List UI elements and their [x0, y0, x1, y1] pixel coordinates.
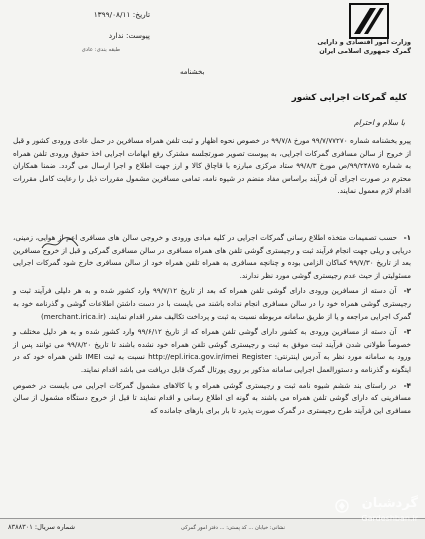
watermark-icon [334, 498, 350, 514]
document-type: بخشنامه [180, 68, 205, 76]
intro-paragraph: پیرو بخشنامه شماره ۹۹/۷/۷۷۲۷۰ مورخ ۹۹/۷/۸ در خصوص نحوه اظهار و ثبت تلفن همراه مسافرین در حمل عادی ورودی کشور و قبل از خروج از سالن مسافری گمرکات اجرایی، به پیوست تصویر صورتجلسه مشترک رفع ابهامات اجرایی اخذ حقوق ورودی تلفن همراه به شماره ۹۹/۲۴۸۷۵/ص مورخ ۹۹/۸/۳ ستاد مرکزی مبارزه با قاچاق کالا و ارز جهت اطلاع و اجرا ارسال می گردد. ضمنا همکاران محترم در صورت اجرای آن فرآیند براساس مفاد منضم در شیوه نامه، تمامی مسافرین مشمول مقررات ذیل را رعایت کامل مقررات اقدام لازم معمول نمایند. [13, 136, 412, 196]
handwritten-mark [40, 236, 80, 256]
footer-note: نشانی: خیابان ... کد پستی: ... دفتر امور گمرکی [180, 525, 285, 531]
list-item [13, 285, 411, 323]
item-number: ۴- [403, 380, 411, 390]
classification-field: طبقه بندی: عادی [81, 47, 120, 53]
date-field: تاریخ: ۱۳۹۹/۰۸/۱۱ [93, 10, 150, 19]
watermark-en: Gardeshban.ir [361, 514, 418, 523]
item-text: آن دسته از مسافرین ورودی دارای گوشی تلفن همراه که بعد از تاریخ ۹۹/۷/۱۲ وارد کشور شده و به هر دلیلی فرآیند ثبت و رجیستری گوشی همراه خود را در سالن مسافری انجام نداده باشند می بایست با در دست داشتن اطلاعات گوشی و گذرنامه خود به گمرک اجرایی مراجعه و یا از طریق سامانه مربوطه نسبت به ثبت و پرداخت تکالیف مقرر اقدام نمایند. (merchant.irica.ir) [13, 286, 411, 321]
organization-name [301, 38, 411, 56]
instruction-list [13, 232, 411, 420]
greeting-line: با سلام و احترام [353, 118, 405, 127]
item-number: ۲- [403, 286, 411, 296]
customs-logo [346, 2, 392, 42]
list-item [13, 326, 411, 376]
item-text: در راستای بند ششم شیوه نامه ثبت و رجیستری گوشی همراه و یا کالاهای مشمول گمرکات اجرایی می بایست در خصوص مسافرینی که دارای گوشی تلفن همراه می باشند به گونه ای اطلاع رسانی و اقدام نمایند تا قبل از خروج دستگاه مشمول از سالن مسافری این فرآیند طرح رجیستری در گمرک صورت پذیرد تا بار برای بارهای جامانده که [13, 380, 411, 415]
recipient-title: کلیه گمرکات اجرایی کشور [291, 93, 407, 103]
site-watermark [332, 496, 422, 536]
org-line: گمرک جمهوری اسلامی ایران [319, 47, 411, 55]
list-item [13, 380, 411, 418]
org-line: وزارت امور اقتصادی و دارایی [317, 38, 411, 46]
item-number: ۳- [403, 327, 411, 337]
item-number: ۱- [403, 233, 411, 242]
serial-number: شماره سریال: ۸۳۸۸۳۰۱ [8, 523, 75, 531]
watermark-fa: گردشبان [361, 496, 418, 511]
item-text: حسب تصمیمات متخذه اطلاع رسانی گمرکات اجرایی در کلیه مبادی ورودی و خروجی سالن های مسافری اعم از هوایی، زمینی، دریایی و ریلی جهت انجام فرآیند ثبت و رجیستری گوشی تلفن های همراه مسافری در سالن مسافری گمرکی و قبل از خروج مسافرین بعد از تاریخ ۹۹/۷/۳۰ کماکان الزامی بوده و چنانچه مسافری به همراه تلفن همراه خود از سالن مسافری خارج شود گمرکات اجرایی مسئولیتی از حیث عدم رجیستری گوشی مورد نظر ندارند. [13, 233, 411, 280]
attachment-field: پیوست: ندارد [108, 31, 150, 40]
item-text: آن دسته از مسافرین ورودی به کشور دارای گوشی تلفن همراه که از تاریخ ۹۹/۶/۱۲ وارد کشور شده و به هر دلیل مختلف و خصوصاً طولانی شدن فرآیند ثبت موفق به ثبت و رجیستری گوشی تلفن همراه خود نشده باشند تا تاریخ ۹۹/۸/۲۰ می توانند پس از ورود به سامانه مورد نظر به آدرس اینترنتی: http://epl.irica.gov.ir/imei Register نسبت به ثبت IMEI تلفن همراه خود که در اینگونه و گذرنامه و دستورالعمل اجرایی سامانه مذکور بر روی پورتال گمرک قابل دریافت می باشد اقدام نمایند. [13, 327, 411, 374]
